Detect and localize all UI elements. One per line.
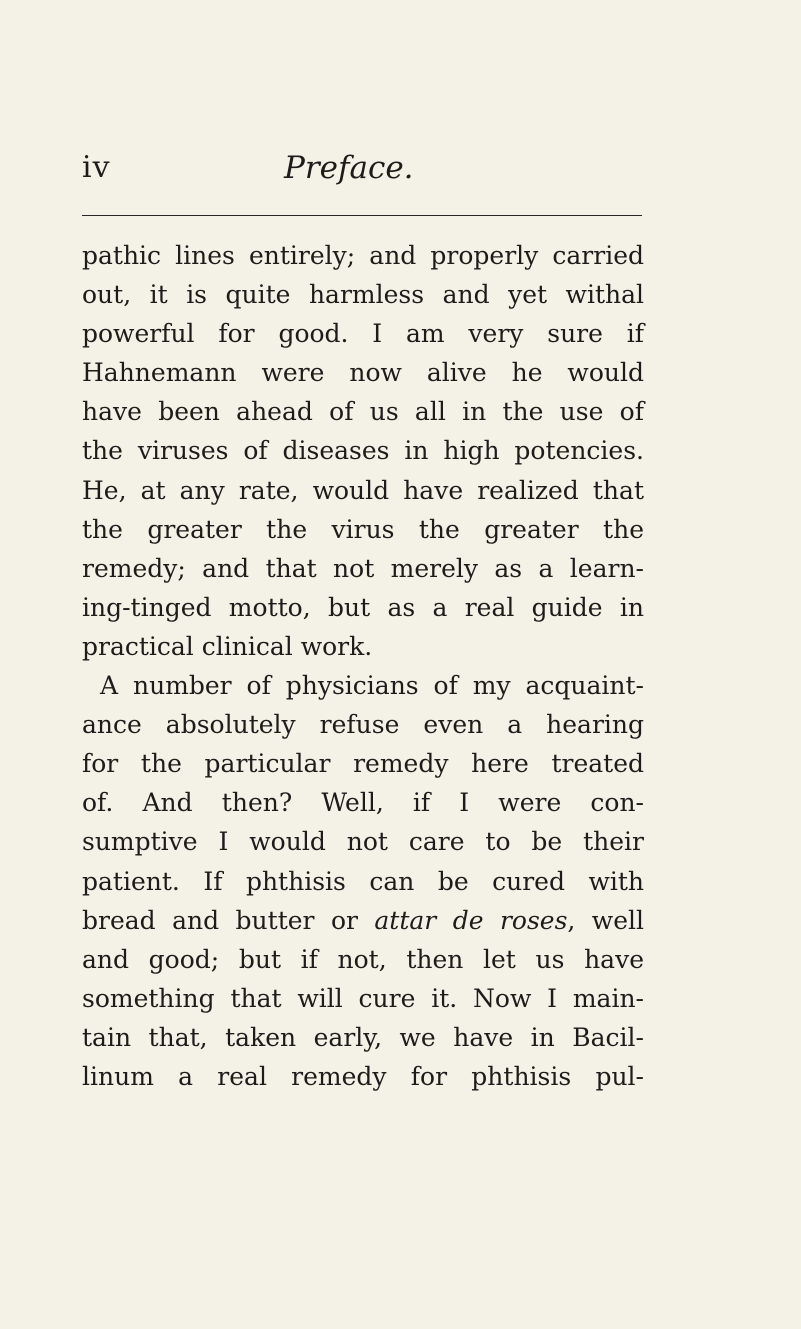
text-line: of. And then? Well, if I were con- (82, 788, 644, 818)
text-line: Hahnemann were now alive he would (82, 358, 644, 388)
page-header (82, 150, 642, 200)
text-line: for the particular remedy here treated (82, 749, 644, 779)
text-line: powerful for good. I am very sure if (82, 319, 644, 349)
text-line: remedy; and that not merely as a learn- (82, 553, 644, 583)
text-line: have been ahead of us all in the use of (82, 397, 644, 427)
text-line: and good; but if not, then let us have (82, 944, 644, 974)
text-line: He, at any rate, would have realized that (82, 475, 644, 505)
text-segment: , well (567, 905, 644, 935)
header-rule (82, 215, 642, 216)
text-line: tain that, taken early, we have in Bacil- (82, 1022, 644, 1052)
text-segment: bread and butter or (82, 905, 358, 935)
running-title: Preface. (284, 150, 414, 186)
text-line: the viruses of diseases in high potencies. (82, 436, 644, 466)
text-line-with-italic (82, 901, 644, 940)
text-line: patient. If phthisis can be cured with (82, 866, 644, 896)
body-text (82, 236, 644, 1096)
text-line: practical clinical work. (82, 631, 373, 661)
text-line: something that will cure it. Now I main- (82, 983, 644, 1013)
italic-phrase: attar de roses (374, 905, 568, 935)
text-line: ing-tinged motto, but as a real guide in (82, 592, 644, 622)
text-line: sumptive I would not care to be their (82, 827, 644, 857)
text-line: ance absolutely refuse even a hearing (82, 710, 644, 740)
text-line: linum a real remedy for phthisis pul- (82, 1061, 644, 1091)
page-number: iv (82, 150, 111, 185)
text-line: pathic lines entirely; and properly carried (82, 241, 644, 270)
text-line: the greater the virus the greater the (82, 514, 644, 544)
paragraph-start-line: A number of physicians of my acquaint- (100, 671, 644, 701)
text-line: out, it is quite harmless and yet withal (82, 280, 644, 310)
